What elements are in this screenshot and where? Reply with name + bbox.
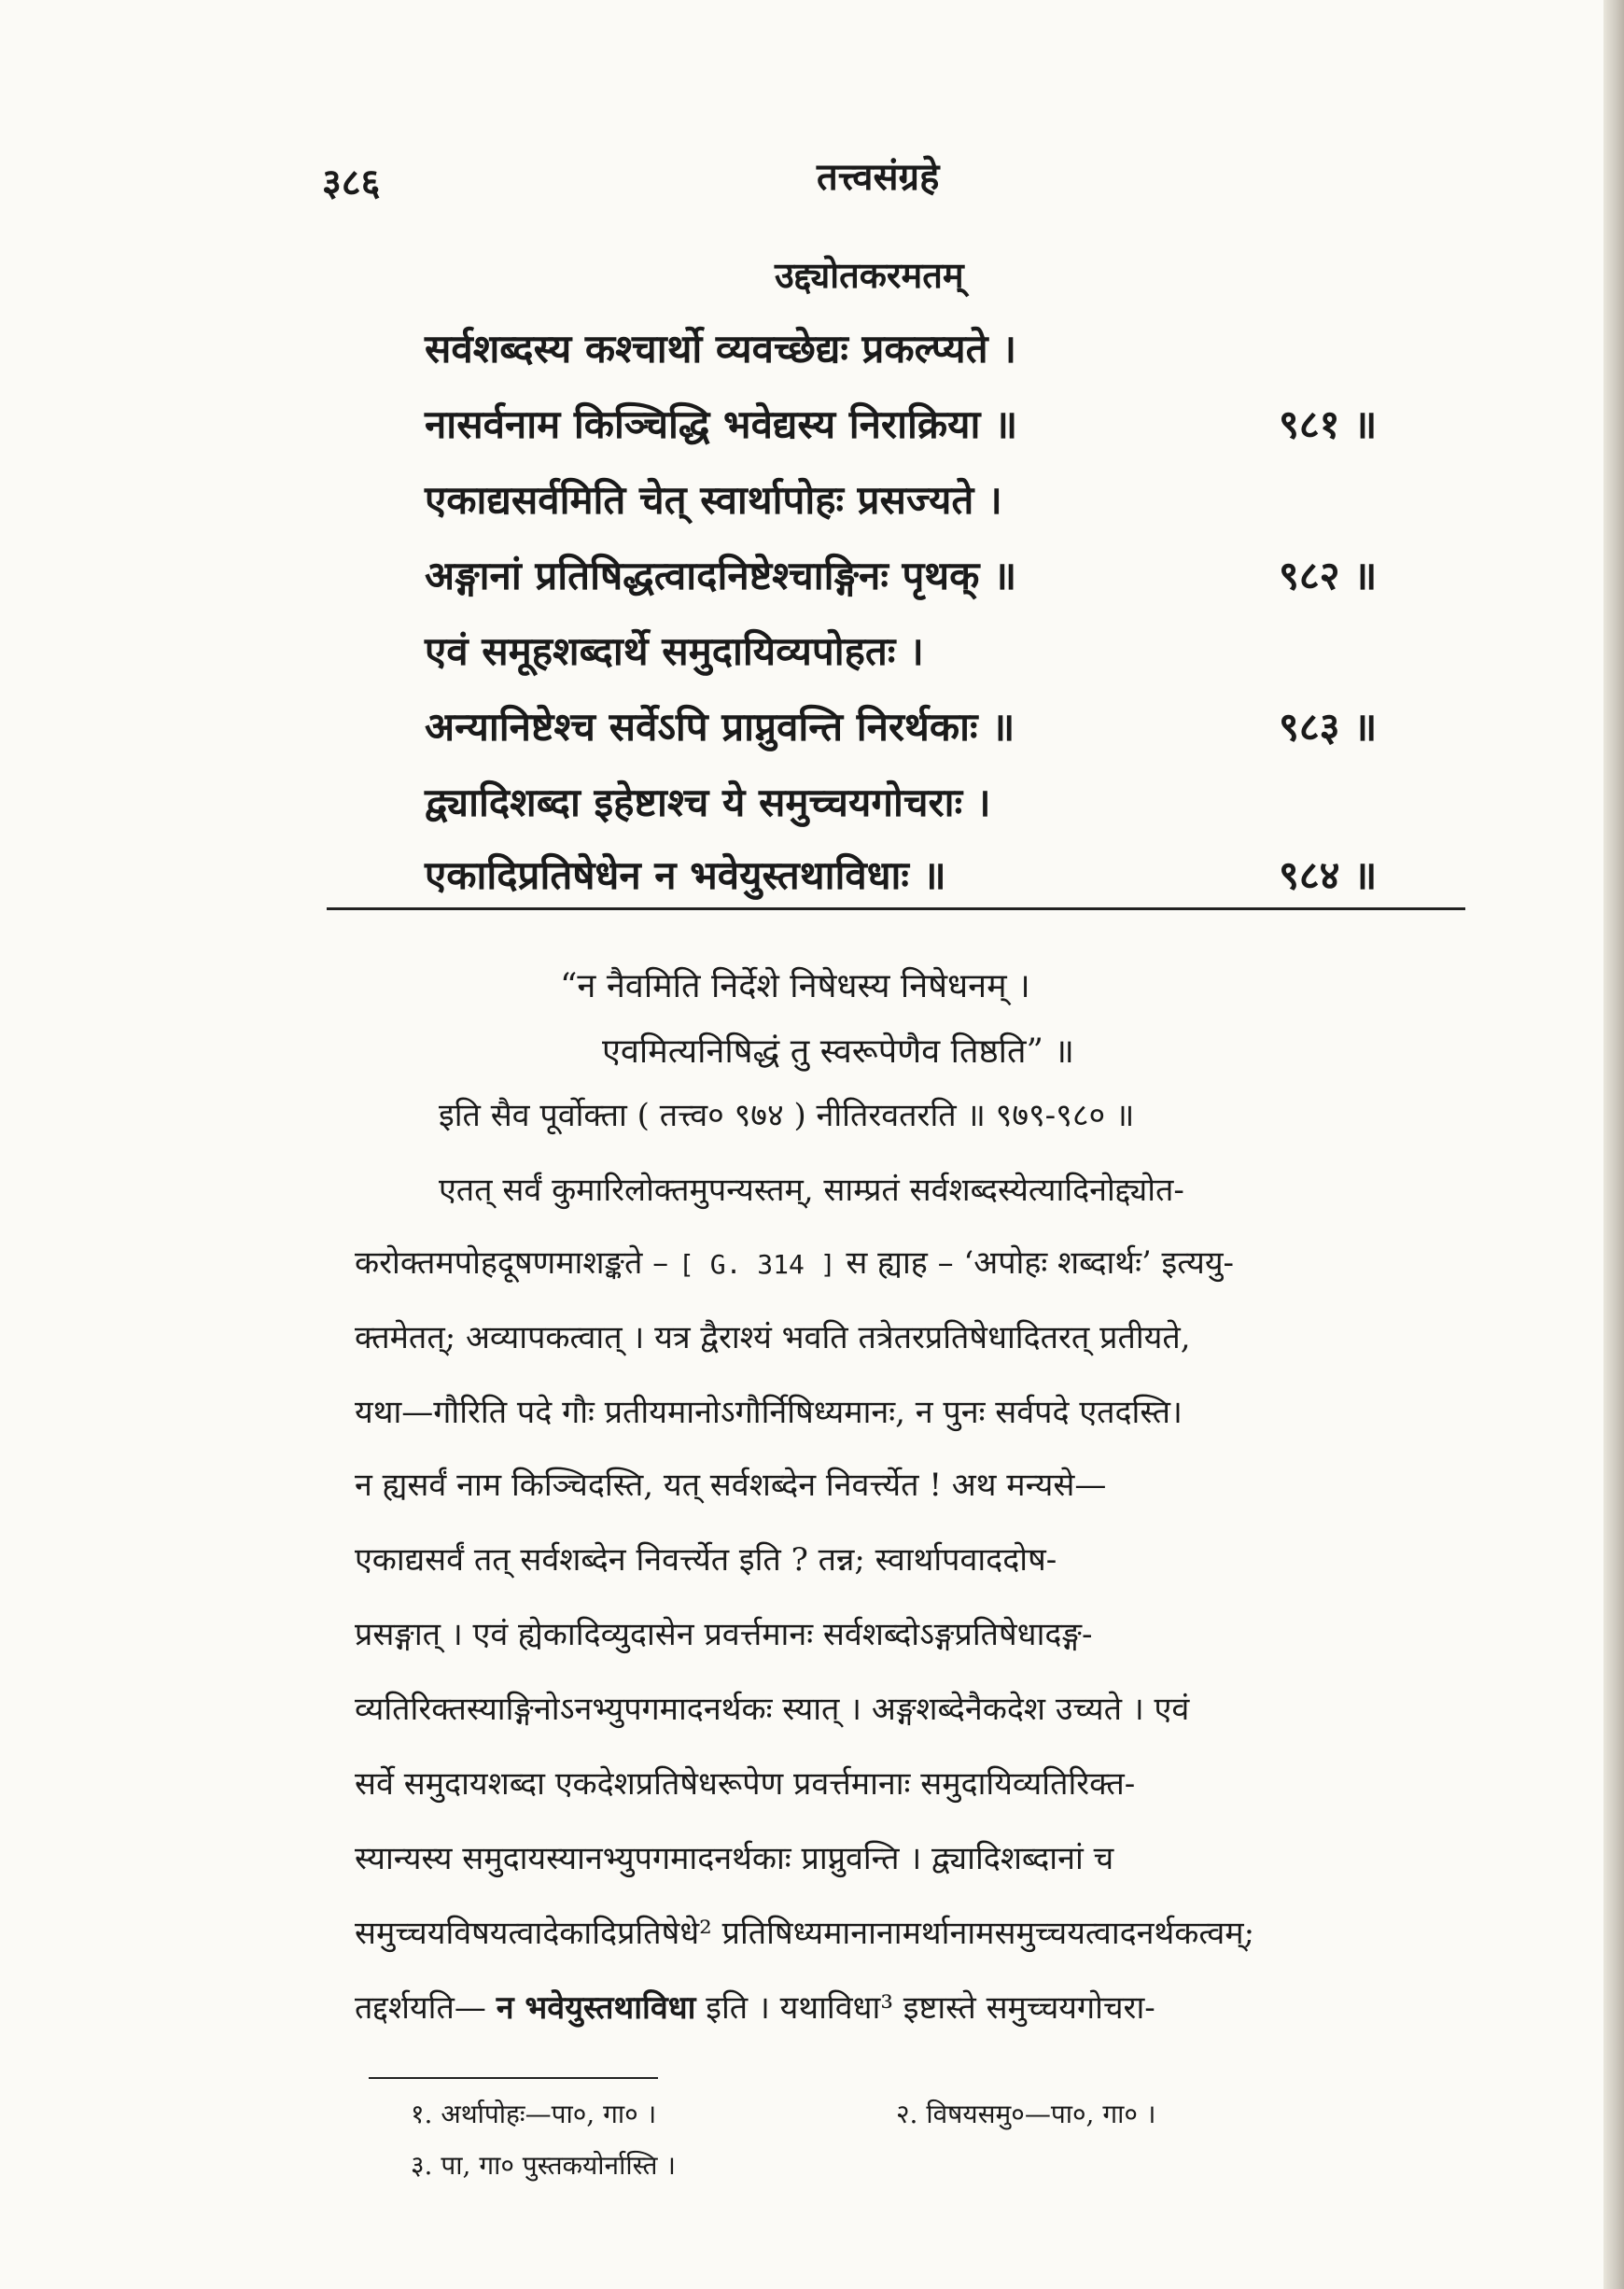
prose-line: प्रसङ्गात् । एवं ह्येकादिव्युदासेन प्रवर्त्तमानः सर्वशब्दोऽङ्गप्रतिषेधादङ्ग- (355, 1616, 1093, 1653)
quote-line: “न नैवमिति निर्देशे निषेधस्य निषेधनम् । (560, 967, 1030, 1005)
verse-citation: न भवेयुस्तथाविधा (496, 1989, 696, 2027)
prose-fragment: इति । यथाविधा³ इष्टास्ते समुच्चयगोचरा- (706, 1989, 1155, 2027)
prose-line (355, 1240, 1498, 1283)
verse-line: एवं समूहशब्दार्थे समुदायिव्यपोहतः । (425, 628, 924, 674)
verse-number: ९८४ ॥ (1279, 852, 1378, 898)
prose-line (355, 1985, 1498, 2028)
prose-line: सर्वे समुदायशब्दा एकदेशप्रतिषेधरूपेण प्रवर्त्तमानाः समुदायिव्यतिरिक्त- (355, 1765, 1136, 1803)
prose-fragment: स ह्याह – ‘अपोहः शब्दार्थः’ इत्ययु- (846, 1244, 1235, 1282)
page-edge (1603, 0, 1624, 2289)
prose-line: स्यान्यस्य समुदायस्यानभ्युपगमादनर्थकाः प्राप्नुवन्ति । द्व्यादिशब्दानां च (355, 1840, 1114, 1877)
prose-line: समुच्चयविषयत्वादेकादिप्रतिषेधे² प्रतिषिध्यमानानामर्थानामसमुच्चयत्वादनर्थकत्वम्; (355, 1915, 1255, 1952)
prose-line: इति सैव पूर्वोक्ता ( तत्त्व० ९७४ ) नीतिरवतरति ॥ ९७९-९८० ॥ (439, 1097, 1135, 1134)
footnote: १. अर्थापोहः—पा०, गा० । (411, 2099, 657, 2129)
footnote: ३. पा, गा० पुस्तकयोर्नास्ति । (411, 2150, 676, 2181)
running-title: तत्त्वसंग्रहे (817, 155, 940, 199)
verse-line: द्व्यादिशब्दा इहेष्टाश्च ये समुच्चयगोचराः । (425, 779, 991, 825)
section-divider (327, 907, 1465, 910)
quote-line: एवमित्यनिषिद्धं तु स्वरूपेणैव तिष्ठति” ॥ (602, 1032, 1074, 1071)
page-number: ३८६ (322, 161, 381, 204)
prose-fragment: करोक्तमपोहदूषणमाशङ्कते – (355, 1244, 669, 1282)
verse-line: एकाद्यसर्वमिति चेत् स्वार्थापोहः प्रसज्यते । (425, 477, 1002, 523)
verse-line: एकादिप्रतिषेधेन न भवेयुस्तथाविधाः ॥ (425, 852, 946, 898)
prose-line: एकाद्यसर्वं तत् सर्वशब्देन निवर्त्त्येत इति ? तन्न; स्वार्थापवाददोष- (355, 1541, 1057, 1579)
prose-line: क्तमेतत्; अव्यापकत्वात् । यत्र द्वैराश्यं भवति तत्रेतरप्रतिषेधादितरत् प्रतीयते, (355, 1319, 1191, 1356)
source-page-reference: [ G. 314 ] (679, 1249, 836, 1280)
prose-line: व्यतिरिक्तस्याङ्गिनोऽनभ्युपगमादनर्थकः स्यात् । अङ्गशब्देनैकदेश उच्यते । एवं (355, 1691, 1190, 1728)
verse-line: अङ्गानां प्रतिषिद्धत्वादनिष्टेश्चाङ्गिनः पृथक् ॥ (425, 553, 1017, 598)
footnote: २. विषयसमु०—पा०, गा० । (896, 2099, 1156, 2129)
prose-line: एतत् सर्वं कुमारिलोक्तमुपन्यस्तम्, साम्प्रतं सर्वशब्दस्येत्यादिनोद्द्योत- (439, 1172, 1184, 1209)
verse-number: ९८१ ॥ (1279, 401, 1378, 447)
section-title: उद्द्योतकरमतम् (775, 254, 964, 296)
verse-line: अन्यानिष्टेश्च सर्वेऽपि प्राप्नुवन्ति निरर्थकाः ॥ (425, 704, 1015, 750)
prose-line: यथा—गौरिति पदे गौः प्रतीयमानोऽगौर्निषिध्यमानः, न पुनः सर्वपदे एतदस्ति। (355, 1394, 1183, 1431)
verse-number: ९८३ ॥ (1279, 704, 1378, 750)
verse-line: सर्वशब्दस्य कश्चार्थो व्यवच्छेद्यः प्रकल्प्यते । (425, 326, 1017, 372)
footnote-divider (369, 2077, 658, 2079)
verse-line: नासर्वनाम किञ्चिद्धि भवेद्यस्य निराक्रिया ॥ (425, 401, 1018, 447)
prose-line: न ह्यसर्वं नाम किञ्चिदस्ति, यत् सर्वशब्देन निवर्त्त्येत ! अथ मन्यसे— (355, 1467, 1107, 1504)
prose-fragment: तद्दर्शयति— (355, 1989, 486, 2027)
verse-number: ९८२ ॥ (1279, 553, 1378, 598)
